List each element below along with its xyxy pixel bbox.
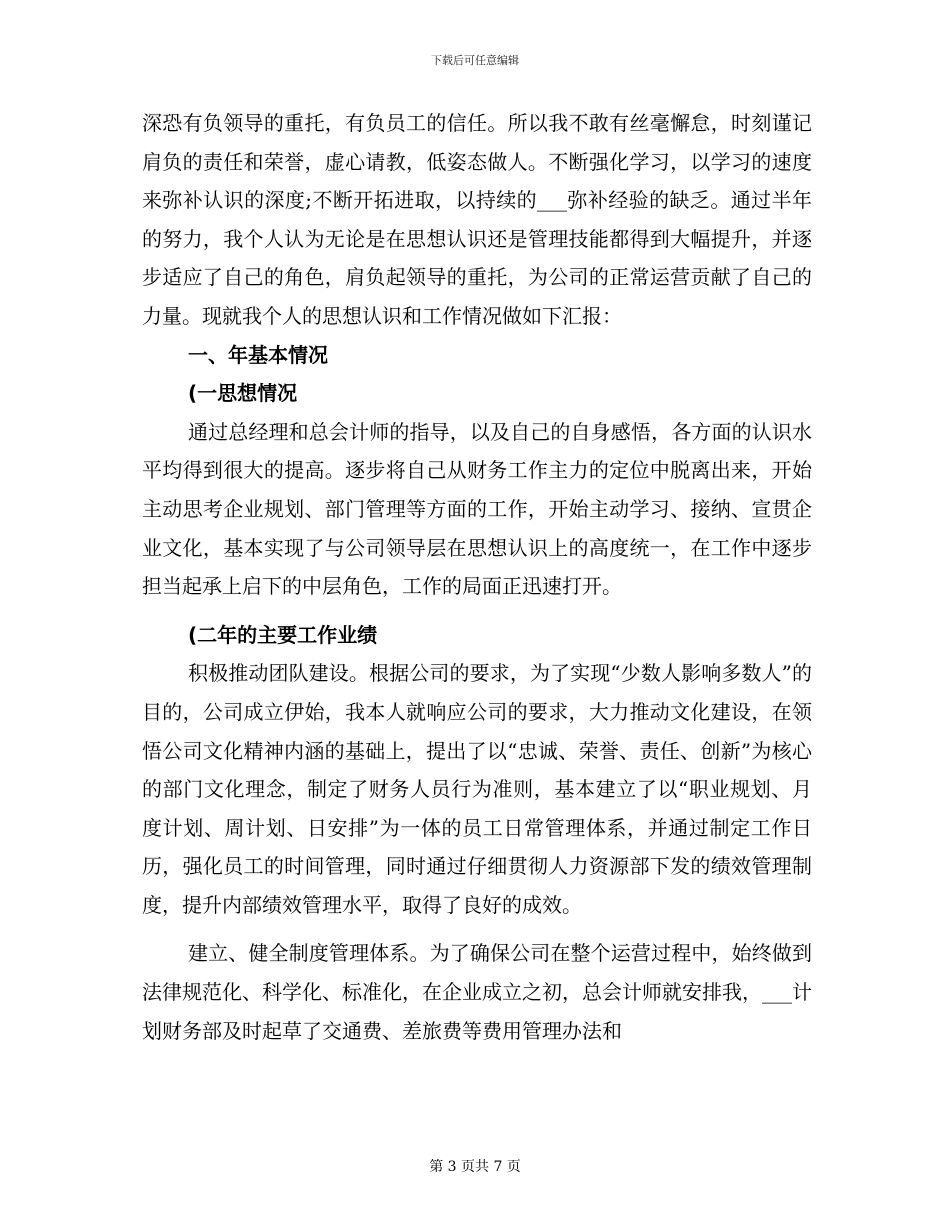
subsection-heading: (一思想情况 xyxy=(188,381,298,406)
section-heading: 一、年基本情况 xyxy=(188,342,328,367)
body-paragraph: 深恐有负领导的重托，有负员工的信任。所以我不敢有丝毫懈怠，时刻谨记肩负的责任和荣誉，虚心请教，低姿态做人。不断强化学习，以学习的速度来弥补认识的深度;不断开拓进取，以持续的___弥补经验的缺乏。通过半年的努力，我个人认为无论是在思想认识还是管理技能都得到大幅提升，并逐步适应了自己的角色，肩负起领导的重托，为公司的正常运营贡献了自己的力量。现就我个人的思想认识和工作情况做如下汇报： xyxy=(142,111,812,328)
body-paragraph: 通过总经理和总会计师的指导，以及自己的自身感悟，各方面的认识水平均得到很大的提高。逐步将自己从财务工作主力的定位中脱离出来，开始主动思考企业规划、部门管理等方面的工作，开始主动学习、接纳、宣贯企业文化，基本实现了与公司领导层在思想认识上的高度统一，在工作中逐步担当起承上启下的中层角色，工作的局面正迅速打开。 xyxy=(142,419,812,599)
body-paragraph: 积极推动团队建设。根据公司的要求，为了实现“少数人影响多数人”的目的，公司成立伊始，我本人就响应公司的要求，大力推动文化建设，在领悟公司文化精神内涵的基础上，提出了以“忠诚、荣誉、责任、创新”为核心的部门文化理念，制定了财务人员行为准则，基本建立了以“职业规划、月度计划、周计划、日安排”为一体的员工日常管理体系，并通过制定工作日历，强化员工的时间管理，同时通过仔细贯彻人力资源部下发的绩效管理制度，提升内部绩效管理水平，取得了良好的成效。 xyxy=(142,661,812,917)
page-header: 下载后可任意编辑 xyxy=(431,54,519,67)
body-paragraph: 建立、健全制度管理体系。为了确保公司在整个运营过程中，始终做到法律规范化、科学化、标准化，在企业成立之初，总会计师就安排我，___计划财务部及时起草了交通费、差旅费等费用管理办法和 xyxy=(142,941,812,1043)
page-footer: 第 3 页共 7 页 xyxy=(429,1159,521,1175)
subsection-heading: (二年的主要工作业绩 xyxy=(188,622,378,647)
document-body xyxy=(142,104,812,1050)
